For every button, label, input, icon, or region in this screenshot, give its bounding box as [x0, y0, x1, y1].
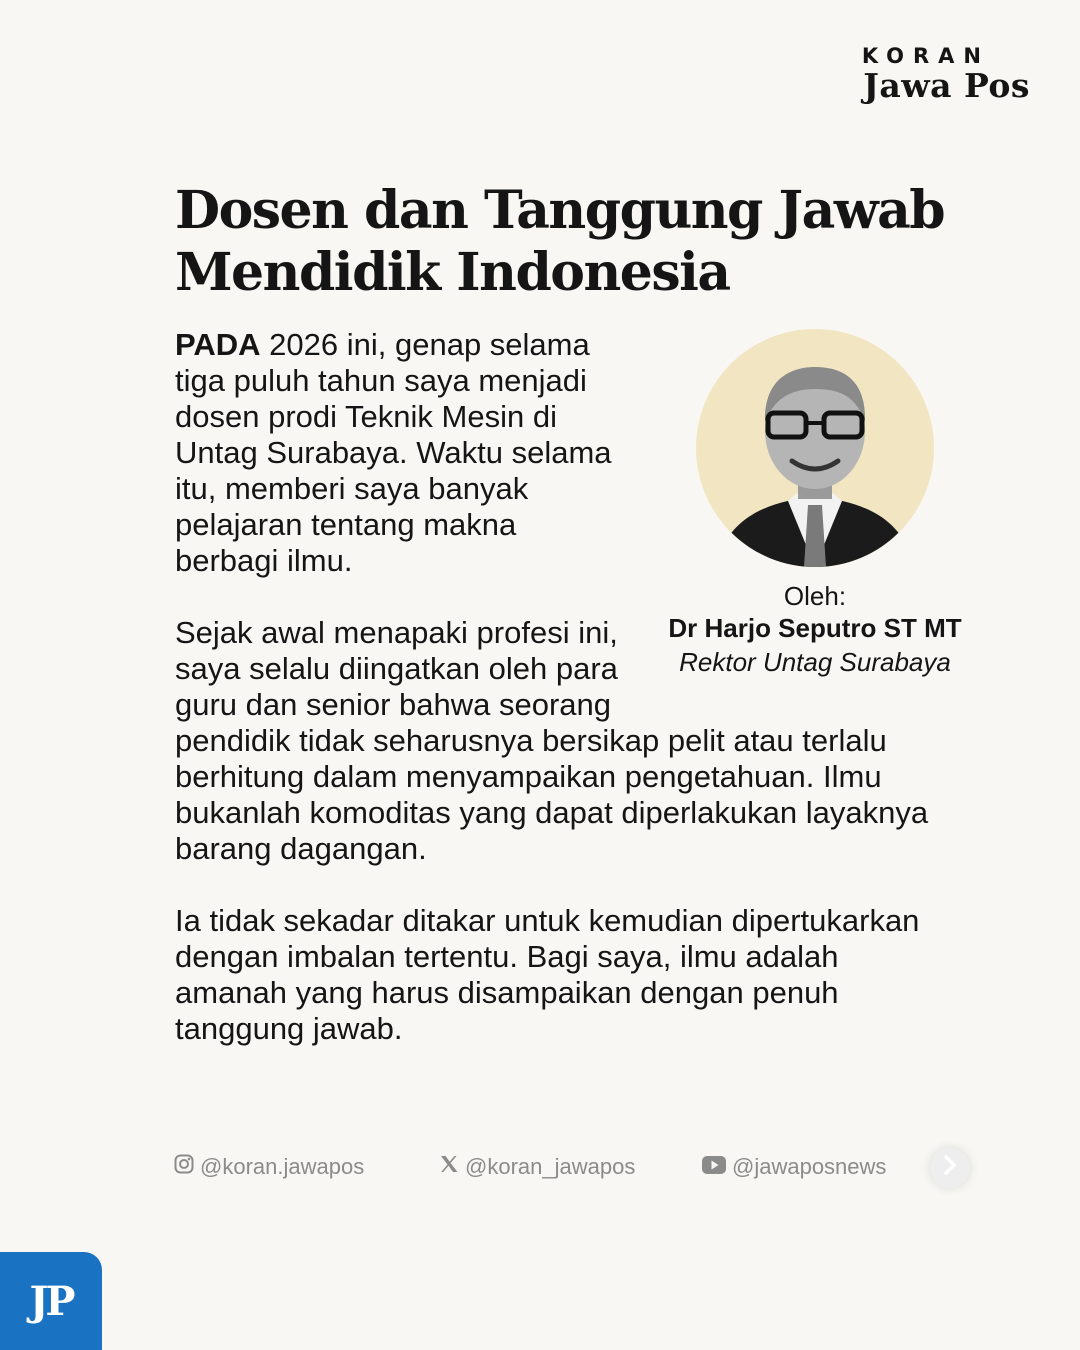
next-slide-button[interactable] [930, 1148, 970, 1188]
author-by-label: Oleh: [783, 581, 847, 611]
article-body [175, 327, 962, 1083]
paragraph-1-text: 2026 ini, genap selama tiga puluh tahun saya menjadi dosen prodi Teknik Mesin di Untag Surabaya. Waktu selama itu, memberi saya banyak pelajaran tentang makna berbagi ilmu. [175, 327, 612, 578]
youtube-handle: @jawaposnews [732, 1154, 887, 1179]
article-paragraph-2: Sejak awal menapaki profesi ini, saya selalu diingatkan oleh para guru dan senior bahwa seorang pendidik tidak seharusnya bersikap pelit atau terlalu berhitung dalam menyampaikan pengetahuan. Ilmu bukanlah komoditas yang dapat diperlakukan layaknya barang dagangan. [175, 615, 929, 866]
portrait-illustration [696, 329, 934, 567]
social-youtube-link[interactable] [702, 1154, 886, 1180]
masthead-brand: Jawa Pos [863, 66, 1030, 105]
social-links [172, 1148, 982, 1188]
jp-logo-badge: JP [0, 1252, 102, 1350]
x-handle: @koran_jawapos [465, 1154, 636, 1179]
author-box [645, 329, 985, 679]
article-headline: Dosen dan Tanggung Jawab Mendidik Indonesia [175, 180, 945, 303]
author-name: Dr Harjo Seputro ST MT [668, 613, 962, 643]
social-x-link[interactable] [439, 1154, 635, 1180]
youtube-icon [702, 1154, 726, 1180]
masthead-kicker: KORAN [861, 44, 990, 68]
author-portrait [696, 329, 934, 567]
article-paragraph-3: Ia tidak sekadar ditakar untuk kemudian dipertukarkan dengan imbalan tertentu. Bagi saya, ilmu adalah amanah yang harus disampaikan dengan penuh tanggung jawab. [175, 903, 920, 1046]
masthead-logo [810, 44, 1030, 104]
instagram-icon [174, 1154, 194, 1180]
author-role: Rektor Untag Surabaya [679, 647, 951, 677]
social-instagram-link[interactable] [174, 1154, 364, 1180]
instagram-handle: @koran.jawapos [200, 1154, 365, 1179]
chevron-right-icon [942, 1155, 958, 1181]
lead-word: PADA [175, 327, 261, 362]
x-icon [439, 1154, 459, 1180]
